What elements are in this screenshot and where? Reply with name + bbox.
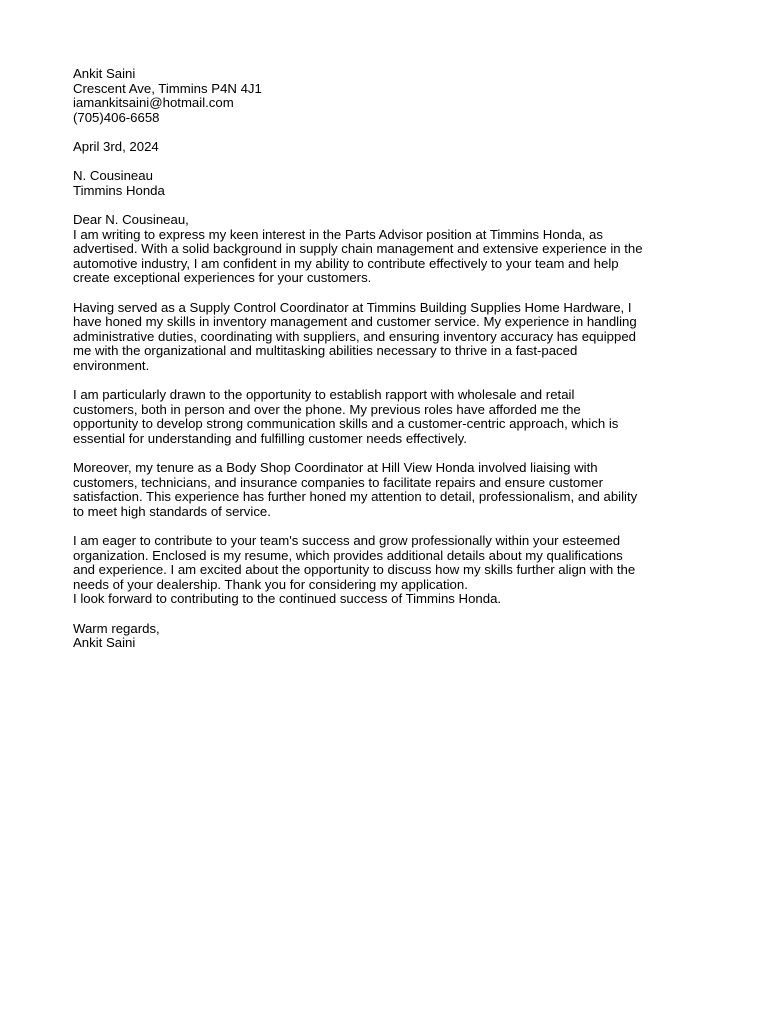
paragraph-5 bbox=[73, 534, 703, 607]
spacer bbox=[73, 198, 703, 213]
paragraph-line: automotive industry, I am confident in my ability to contribute effectively to your team and help bbox=[73, 255, 619, 271]
signature-name: Ankit Saini bbox=[73, 635, 136, 651]
spacer bbox=[73, 155, 703, 170]
letter-date: April 3rd, 2024 bbox=[73, 138, 159, 154]
closing: Warm regards, bbox=[73, 620, 160, 636]
recipient-block bbox=[73, 169, 703, 198]
paragraph-line: essential for understanding and fulfilling customer needs effectively. bbox=[73, 430, 467, 446]
paragraph-line: me with the organizational and multitasking abilities necessary to thrive in a fast-paced bbox=[73, 343, 578, 359]
paragraph-line: opportunity to develop strong communication skills and a customer-centric approach, which is bbox=[73, 416, 619, 432]
spacer bbox=[73, 607, 703, 622]
paragraph-line: Moreover, my tenure as a Body Shop Coordinator at Hill View Honda involved liaising with bbox=[73, 460, 598, 476]
paragraph-line: create exceptional experiences for your customers. bbox=[73, 270, 372, 286]
paragraph-2 bbox=[73, 301, 703, 374]
paragraph-line: environment. bbox=[73, 357, 150, 373]
paragraph-1 bbox=[73, 228, 703, 286]
paragraph-line: advertised. With a solid background in supply chain management and extensive experience in the bbox=[73, 241, 643, 257]
paragraph-line: administrative duties, coordinating with suppliers, and ensuring inventory accuracy has equipped bbox=[73, 328, 636, 344]
paragraph-line: Having served as a Supply Control Coordinator at Timmins Building Supplies Home Hardware, I bbox=[73, 299, 632, 315]
spacer bbox=[73, 286, 703, 301]
spacer bbox=[73, 373, 703, 388]
paragraph-line: I am writing to express my keen interest in the Parts Advisor position at Timmins Honda, as bbox=[73, 226, 603, 242]
sender-phone: (705)406-6658 bbox=[73, 109, 160, 125]
recipient-company: Timmins Honda bbox=[73, 182, 165, 198]
paragraph-line: I am particularly drawn to the opportunity to establish rapport with wholesale and retail bbox=[73, 387, 575, 403]
paragraph-3 bbox=[73, 388, 703, 446]
sender-email: iamankitsaini@hotmail.com bbox=[73, 95, 234, 111]
recipient-name: N. Cousineau bbox=[73, 168, 153, 184]
paragraph-line: have honed my skills in inventory management and customer service. My experience in handling bbox=[73, 314, 637, 330]
sender-block bbox=[73, 67, 703, 125]
paragraph-line: organization. Enclosed is my resume, which provides additional details about my qualifications bbox=[73, 547, 623, 563]
spacer bbox=[73, 519, 703, 534]
closing-block bbox=[73, 622, 703, 651]
salutation: Dear N. Cousineau, bbox=[73, 211, 189, 227]
paragraph-line: I am eager to contribute to your team's success and grow professionally within your esteemed bbox=[73, 533, 621, 548]
cover-letter bbox=[73, 67, 703, 651]
paragraph-line: customers, technicians, and insurance companies to facilitate repairs and ensure customer bbox=[73, 474, 603, 490]
paragraph-4 bbox=[73, 461, 703, 519]
paragraph-line: satisfaction. This experience has further honed my attention to detail, professionalism, and ability bbox=[73, 489, 638, 505]
paragraph-line: I look forward to contributing to the continued success of Timmins Honda. bbox=[73, 591, 502, 607]
paragraph-line: needs of your dealership. Thank you for considering my application. bbox=[73, 576, 468, 592]
paragraph-line: and experience. I am excited about the opportunity to discuss how my skills further align with the bbox=[73, 562, 636, 578]
sender-address: Crescent Ave, Timmins P4N 4J1 bbox=[73, 80, 262, 96]
spacer bbox=[73, 125, 703, 140]
sender-name: Ankit Saini bbox=[73, 66, 136, 81]
spacer bbox=[73, 446, 703, 461]
paragraph-line: customers, both in person and over the phone. My previous roles have afforded me the bbox=[73, 401, 581, 417]
paragraph-line: to meet high standards of service. bbox=[73, 503, 271, 519]
